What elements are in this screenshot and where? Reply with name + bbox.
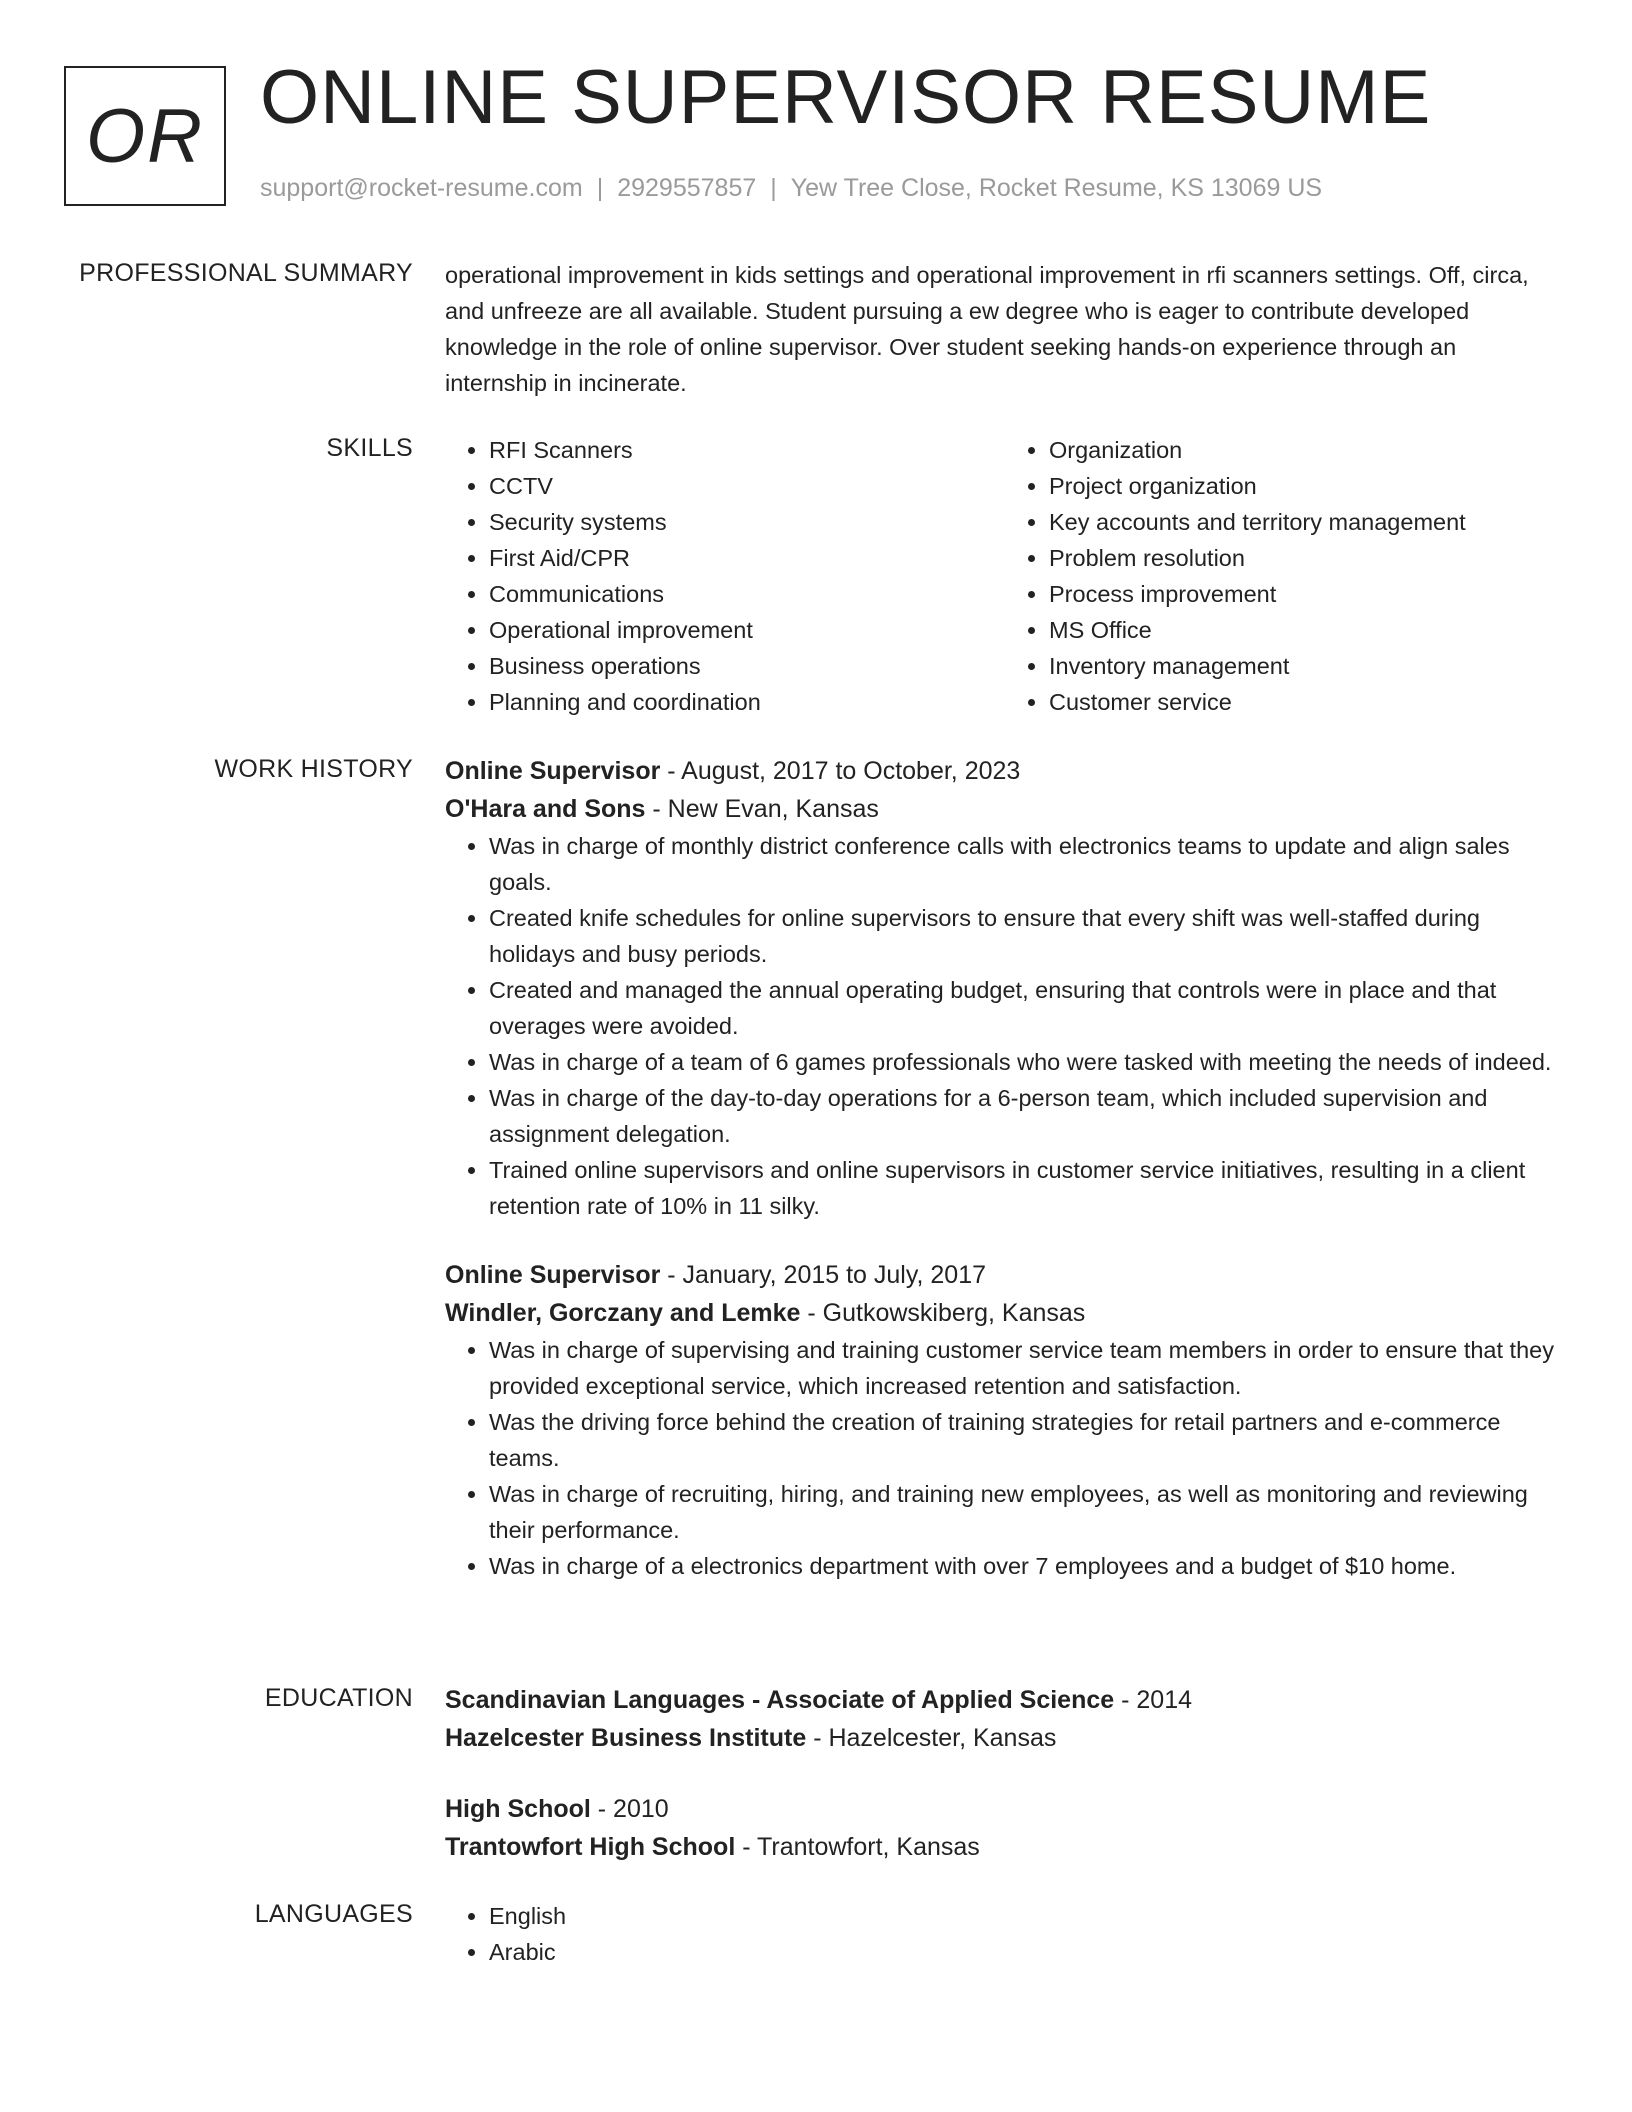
school-location: - Trantowfort, Kansas <box>735 1833 980 1861</box>
job-duty: • Was in charge of monthly district conference calls with electronics teams to update and align sales goals. <box>489 828 1565 900</box>
skills-columns <box>445 432 1565 720</box>
contact-phone: 2929557857 <box>617 174 757 202</box>
page-title: ONLINE SUPERVISOR RESUME <box>260 55 1432 140</box>
degree: High School <box>445 1795 591 1823</box>
job-duty: • Was in charge of the day-to-day operations for a 6-person team, which included supervision and assignment delegation. <box>489 1080 1565 1152</box>
job-duty: • Was in charge of recruiting, hiring, and training new employees, as well as monitoring and reviewing their performance. <box>489 1476 1565 1548</box>
skills-list-col1 <box>445 432 1005 720</box>
section-label-languages: LANGUAGES <box>254 1900 413 1928</box>
skill-item: • RFI Scanners <box>489 432 1005 468</box>
job-duty: • Trained online supervisors and online supervisors in customer service initiatives, resulting in a client retention rate of 10% in 11 silky. <box>489 1152 1565 1224</box>
skill-item: • Communications <box>489 576 1005 612</box>
skill-item: • Business operations <box>489 648 1005 684</box>
job-location: - Gutkowskiberg, Kansas <box>800 1299 1086 1327</box>
job-company: O'Hara and Sons <box>445 795 646 823</box>
job-title-line <box>445 1256 1565 1294</box>
job-title-line <box>445 752 1565 790</box>
skill-item: • First Aid/CPR <box>489 540 1005 576</box>
section-label-work-history: WORK HISTORY <box>214 755 413 783</box>
skill-item: • Operational improvement <box>489 612 1005 648</box>
degree: Scandinavian Languages - Associate of Applied Science <box>445 1686 1115 1714</box>
job-location: - New Evan, Kansas <box>645 795 879 823</box>
summary-text: operational improvement in kids settings and operational improvement in rfi scanners settings. Off, circa, and unfreeze are all available. Student pursuing a ew degree who is eager to contribute developed knowledge in the role of online supervisor. Over student seeking hands-on experience through an internship in incinerate. <box>445 262 1529 396</box>
skill-item: • Security systems <box>489 504 1005 540</box>
job-duty: • Created knife schedules for online supervisors to ensure that every shift was well-staffed during holidays and busy periods. <box>489 900 1565 972</box>
job-company: Windler, Gorczany and Lemke <box>445 1299 801 1327</box>
job-duties-list <box>445 828 1565 1224</box>
job-duty: • Created and managed the annual operating budget, ensuring that controls were in place and that overages were avoided. <box>489 972 1565 1044</box>
skill-item: • Planning and coordination <box>489 684 1005 720</box>
job-entry <box>445 1256 1565 1584</box>
skill-item: • Organization <box>1049 432 1565 468</box>
skill-item: • MS Office <box>1049 612 1565 648</box>
job-entry <box>445 752 1565 1224</box>
job-title: Online Supervisor <box>445 1261 661 1289</box>
school: Hazelcester Business Institute <box>445 1724 807 1752</box>
contact-separator: | <box>596 174 604 202</box>
school-line <box>445 1828 1565 1866</box>
job-duties-list <box>445 1332 1565 1584</box>
language-item: • Arabic <box>489 1934 1565 1970</box>
work-history-body <box>445 752 1565 1584</box>
job-company-line <box>445 1294 1565 1332</box>
school-location: - Hazelcester, Kansas <box>806 1724 1057 1752</box>
education-entry <box>445 1790 1565 1866</box>
monogram-logo: OR <box>64 66 226 206</box>
degree-year: - 2010 <box>590 1795 669 1823</box>
job-dates: - January, 2015 to July, 2017 <box>660 1261 987 1289</box>
job-duty: • Was in charge of supervising and training customer service team members in order to ensure that they provided exceptional service, which increased retention and satisfaction. <box>489 1332 1565 1404</box>
degree-line <box>445 1681 1565 1719</box>
languages-body <box>445 1898 1565 1970</box>
contact-address: Yew Tree Close, Rocket Resume, KS 13069 US <box>790 174 1323 202</box>
education-entry <box>445 1681 1565 1757</box>
section-label-summary: PROFESSIONAL SUMMARY <box>79 259 413 287</box>
school-line <box>445 1719 1565 1757</box>
degree-year: - 2014 <box>1114 1686 1193 1714</box>
skill-item: • Project organization <box>1049 468 1565 504</box>
skill-item: • CCTV <box>489 468 1005 504</box>
education-body <box>445 1681 1565 1866</box>
section-label-skills: SKILLS <box>326 434 413 462</box>
job-duty: • Was in charge of a team of 6 games professionals who were tasked with meeting the needs of indeed. <box>489 1044 1565 1080</box>
school: Trantowfort High School <box>445 1833 736 1861</box>
contact-separator: | <box>770 174 777 202</box>
contact-line <box>260 174 1322 203</box>
skill-item: • Key accounts and territory management <box>1049 504 1565 540</box>
job-dates: - August, 2017 to October, 2023 <box>660 757 1021 785</box>
job-duty: • Was in charge of a electronics department with over 7 employees and a budget of $10 home. <box>489 1548 1565 1584</box>
skill-item: • Customer service <box>1049 684 1565 720</box>
job-title: Online Supervisor <box>445 757 661 785</box>
job-duty: • Was the driving force behind the creation of training strategies for retail partners and e-commerce teams. <box>489 1404 1565 1476</box>
contact-email: support@rocket-resume.com <box>260 174 583 202</box>
language-item: • English <box>489 1898 1565 1934</box>
skills-list-col2 <box>1005 432 1565 720</box>
skill-item: • Problem resolution <box>1049 540 1565 576</box>
degree-line <box>445 1790 1565 1828</box>
job-company-line <box>445 790 1565 828</box>
section-label-education: EDUCATION <box>264 1684 413 1712</box>
skill-item: • Process improvement <box>1049 576 1565 612</box>
languages-list <box>445 1898 1565 1970</box>
skill-item: • Inventory management <box>1049 648 1565 684</box>
